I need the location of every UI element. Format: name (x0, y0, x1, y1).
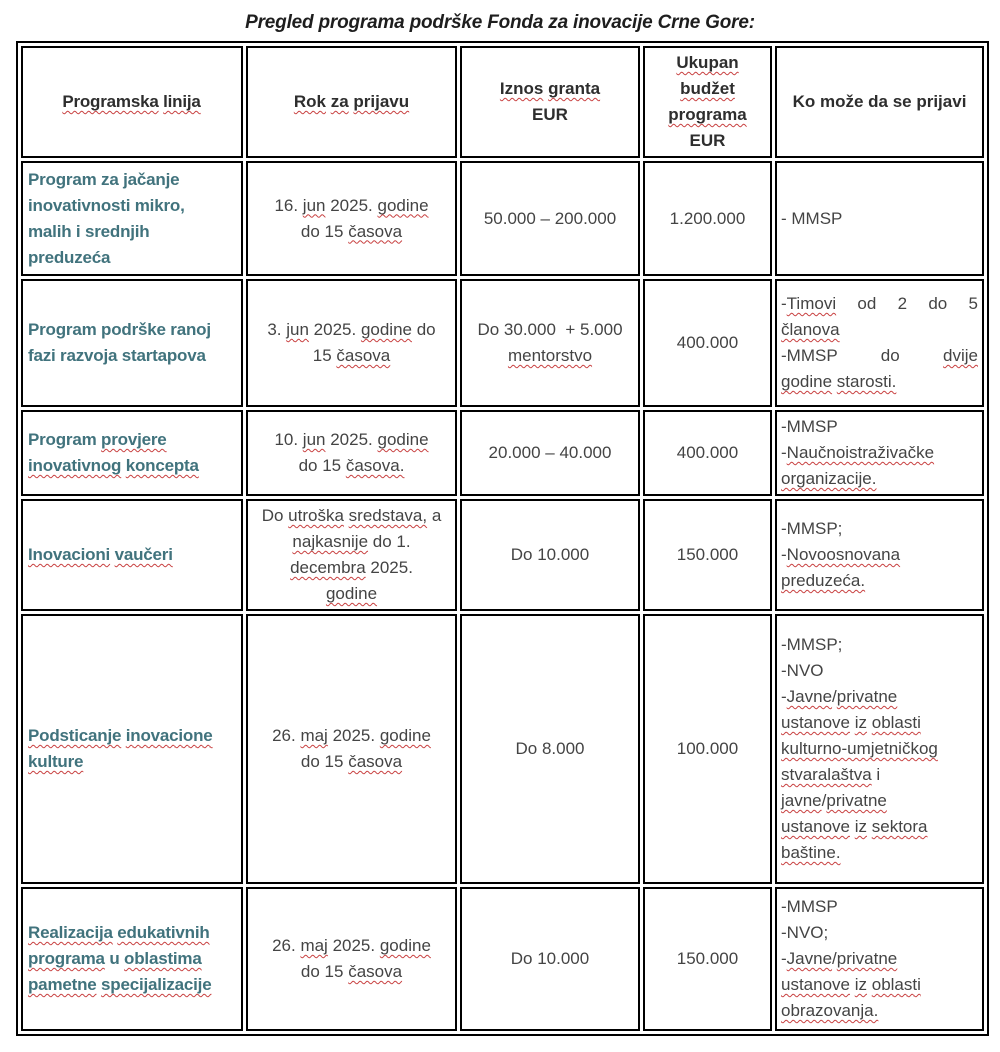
text-segment: Do 30.000 + 5.000 (477, 320, 623, 339)
misspelled-word: jun (302, 430, 326, 449)
cell-line (28, 193, 235, 219)
row-5-program-name (21, 614, 243, 884)
cell-line (781, 291, 978, 317)
cell-line (254, 427, 449, 453)
cell-line (254, 555, 449, 581)
cell-line (254, 343, 449, 369)
cell-line (781, 946, 978, 972)
row-2-deadline (246, 279, 457, 407)
row-3-program-name (21, 410, 243, 496)
cell-line (781, 206, 978, 232)
cell-line (28, 749, 235, 775)
cell-line (781, 568, 978, 594)
cell-line (254, 959, 449, 985)
misspelled-word: provjere (101, 430, 167, 449)
table-row (21, 161, 984, 276)
cell-line (781, 466, 978, 492)
misspelled-word: preduzeća. (781, 571, 866, 590)
misspelled-word: maj (300, 936, 328, 955)
cell-line (781, 440, 978, 466)
misspelled-word: kulture (28, 752, 84, 771)
text-segment: -MMSP (781, 417, 838, 436)
cell-line (651, 50, 764, 76)
cell-line (651, 128, 764, 154)
cell-line (254, 933, 449, 959)
misspelled-word: članova (781, 320, 840, 339)
text-segment: 2025. (327, 726, 380, 745)
row-6-eligibility (775, 887, 984, 1031)
row-5-total-budget (643, 614, 772, 884)
cell-line (781, 89, 978, 115)
cell-line (468, 76, 632, 102)
text-segment: 2025. (325, 195, 378, 215)
text-segment: do (412, 320, 436, 339)
text-segment: 150.000 (676, 545, 739, 564)
text-segment: -MMSP do (781, 346, 944, 365)
cell-line (254, 453, 449, 479)
misspelled-word: časova (348, 752, 403, 771)
text-segment: / (821, 791, 827, 810)
row-4-deadline (246, 499, 457, 611)
misspelled-word: Realizacija (28, 923, 113, 942)
cell-line (781, 736, 978, 762)
misspelled-word: Javne (786, 949, 833, 968)
row-4-program-name (21, 499, 243, 611)
header-row (21, 46, 984, 158)
text-segment: - (781, 949, 787, 968)
misspelled-word: linija (163, 92, 201, 111)
misspelled-word: decembra (290, 558, 366, 577)
cell-line (651, 102, 764, 128)
cell-line (781, 516, 978, 542)
misspelled-word: stvaralaštva (781, 765, 872, 784)
text-segment: -MMSP; (781, 519, 843, 538)
text-segment: 400.000 (676, 333, 739, 352)
cell-line (651, 440, 764, 466)
misspelled-word: Rok (293, 92, 326, 111)
misspelled-word: godine (379, 726, 431, 745)
misspelled-word: časova (348, 221, 403, 241)
misspelled-word: ustanove (781, 817, 850, 836)
misspelled-word: prijavu (353, 92, 410, 111)
misspelled-word: iz (854, 975, 868, 994)
cell-line (254, 193, 449, 219)
misspelled-word: iz (854, 817, 868, 836)
misspelled-word: budžet (680, 79, 735, 98)
cell-line (468, 736, 632, 762)
text-segment: 1.200.000 (669, 208, 746, 228)
cell-line (28, 245, 235, 271)
header-cell-programska-linija (21, 46, 243, 158)
row-4-eligibility (775, 499, 984, 611)
cell-line (781, 762, 978, 788)
cell-line (468, 206, 632, 232)
misspelled-word: organizacije. (781, 469, 877, 488)
text-segment: - MMSP (781, 208, 843, 228)
cell-line (28, 920, 235, 946)
text-segment: -NVO (781, 661, 824, 680)
row-2-total-budget (643, 279, 772, 407)
misspelled-word: za (330, 92, 349, 111)
text-segment: do 15 (298, 456, 346, 475)
text-segment: 2025. (327, 936, 380, 955)
table-row (21, 887, 984, 1031)
cell-line (781, 684, 978, 710)
text-segment: EUR (532, 105, 568, 124)
misspelled-word: najkasnije (292, 532, 369, 551)
misspelled-word: Novoosnovana (786, 545, 901, 564)
cell-line (781, 632, 978, 658)
text-segment: 400.000 (676, 443, 739, 462)
misspelled-word: godine (360, 320, 412, 339)
cell-line (28, 542, 235, 568)
misspelled-word: Inovacioni (28, 545, 111, 564)
text-segment: 15 (312, 346, 337, 365)
row-2-grant-amount (460, 279, 640, 407)
cell-line (28, 723, 235, 749)
misspelled-word: iz (854, 713, 868, 732)
misspelled-word: ustanove (781, 713, 850, 732)
cell-line (781, 710, 978, 736)
text-segment: do 15 (300, 221, 349, 241)
table-body (21, 46, 984, 1031)
misspelled-word: časova (336, 346, 391, 365)
text-segment: - (781, 687, 787, 706)
row-1-program-name (21, 161, 243, 276)
row-1-grant-amount (460, 161, 640, 276)
page-title: Pregled programa podrške Fonda za inovacije Crne Gore: (245, 12, 755, 33)
text-segment: u (104, 949, 125, 968)
misspelled-word: godine (379, 936, 431, 955)
misspelled-word: godine (377, 195, 429, 215)
cell-line (254, 219, 449, 245)
misspelled-word: Ukupan (676, 53, 739, 72)
cell-line (781, 317, 978, 343)
row-3-total-budget (643, 410, 772, 496)
text-segment: 16. (274, 195, 303, 215)
cell-line (28, 972, 235, 998)
misspelled-word: privatne (826, 791, 887, 810)
text-segment: - (781, 443, 787, 462)
cell-line (781, 788, 978, 814)
text-segment: 26. (272, 936, 301, 955)
table-row (21, 614, 984, 884)
text-segment: - (781, 294, 787, 313)
row-1-eligibility (775, 161, 984, 276)
header-cell-ukupan-budzet-programa-eur (643, 46, 772, 158)
text-segment: malih i srednjih (28, 221, 150, 241)
header-cell-iznos-granta-eur (460, 46, 640, 158)
row-1-deadline (246, 161, 457, 276)
cell-line (254, 529, 449, 555)
text-segment: do 1. (368, 532, 411, 551)
cell-line (28, 317, 235, 343)
misspelled-word: utroška (288, 506, 344, 525)
text-segment: do 15 (300, 752, 349, 771)
cell-line (651, 542, 764, 568)
cell-line (254, 317, 449, 343)
cell-line (651, 76, 764, 102)
cell-line (781, 972, 978, 998)
header-cell-rok-za-prijavu (246, 46, 457, 158)
text-segment: 100.000 (676, 739, 739, 758)
misspelled-word: programa (668, 105, 747, 124)
row-6-deadline (246, 887, 457, 1031)
text-segment: 2025. (325, 430, 378, 449)
cell-line (468, 102, 632, 128)
text-segment: EUR (689, 131, 726, 150)
cell-line (468, 946, 632, 972)
cell-line (254, 723, 449, 749)
row-3-grant-amount (460, 410, 640, 496)
misspelled-word: godine (781, 372, 833, 391)
text-segment: / (832, 687, 837, 706)
cell-line (28, 343, 235, 369)
cell-line (28, 946, 235, 972)
cell-line (468, 542, 632, 568)
text-segment: od 2 do 5 (836, 294, 978, 313)
text-segment: Do 10.000 (510, 545, 590, 564)
table-row (21, 279, 984, 407)
text-segment: preduzeća (28, 247, 111, 267)
misspelled-word: edukativnih (117, 923, 210, 942)
cell-line (254, 749, 449, 775)
table-row (21, 410, 984, 496)
cell-line (28, 453, 235, 479)
table-row (21, 499, 984, 611)
misspelled-word: granta (548, 79, 601, 98)
row-1-total-budget (643, 161, 772, 276)
cell-line (254, 581, 449, 607)
cell-line (781, 840, 978, 866)
cell-line (28, 167, 235, 193)
misspelled-word: maj (300, 726, 328, 745)
text-segment: Program podrške ranoj (28, 320, 211, 339)
misspelled-word: jun (286, 320, 309, 339)
misspelled-word: baštine. (781, 843, 841, 862)
misspelled-word: javne (781, 791, 822, 810)
cell-line (651, 330, 764, 356)
row-4-total-budget (643, 499, 772, 611)
misspelled-word: privatne (836, 949, 898, 968)
text-segment: 50.000 – 200.000 (483, 208, 617, 228)
text-segment: -MMSP; (781, 635, 843, 654)
cell-line (28, 89, 235, 115)
cell-line (254, 89, 449, 115)
misspelled-word: oblasti (871, 713, 921, 732)
misspelled-word: Timovi (786, 294, 837, 313)
cell-line (468, 440, 632, 466)
text-segment: do 15 (300, 962, 349, 981)
text-segment: 20.000 – 40.000 (488, 443, 612, 462)
misspelled-word: Javne (786, 687, 833, 706)
misspelled-word: Iznos (499, 79, 544, 98)
cell-line (781, 414, 978, 440)
row-3-deadline (246, 410, 457, 496)
text-segment: - (781, 545, 787, 564)
text-segment: a (427, 506, 442, 525)
cell-line (781, 369, 978, 395)
row-6-total-budget (643, 887, 772, 1031)
cell-line (781, 894, 978, 920)
misspelled-word: oblasti (871, 975, 921, 994)
text-segment: 2025. (308, 320, 361, 339)
text-segment: Program (28, 430, 102, 449)
text-segment: Do 8.000 (515, 739, 585, 758)
misspelled-word: kulturno-umjetničkog (781, 739, 938, 758)
misspelled-word: privatne (836, 687, 898, 706)
misspelled-word: obrazovanja. (781, 1001, 879, 1020)
misspelled-word: godine (325, 584, 378, 603)
text-segment: 2025. (365, 558, 413, 577)
misspelled-word: programa (28, 949, 105, 968)
misspelled-word: vaučeri (114, 545, 173, 564)
misspelled-word: inovacione (125, 726, 213, 745)
misspelled-word: časova. (345, 456, 405, 475)
row-4-grant-amount (460, 499, 640, 611)
text-segment: fazi razvoja startapova (28, 346, 206, 365)
cell-line (468, 343, 632, 369)
text-segment: 10. (274, 430, 303, 449)
misspelled-word: Programska (62, 92, 159, 111)
cell-line (781, 920, 978, 946)
cell-line (28, 427, 235, 453)
cell-line (254, 503, 449, 529)
misspelled-word: ustanove (781, 975, 850, 994)
misspelled-word: dvije (943, 346, 978, 365)
misspelled-word: Podsticanje (28, 726, 122, 745)
misspelled-word: godine (377, 430, 429, 449)
row-6-grant-amount (460, 887, 640, 1031)
text-segment: 26. (272, 726, 301, 745)
row-5-eligibility (775, 614, 984, 884)
text-segment: Ko može da se prijavi (792, 92, 967, 111)
cell-line (781, 814, 978, 840)
misspelled-word: starosti. (836, 372, 897, 391)
cell-line (28, 219, 235, 245)
text-segment: 150.000 (676, 949, 739, 968)
text-segment: i (871, 765, 881, 784)
cell-line (651, 736, 764, 762)
misspelled-word: sredstava, (348, 506, 428, 525)
misspelled-word: časova (348, 962, 403, 981)
row-5-grant-amount (460, 614, 640, 884)
text-segment: -NVO; (781, 923, 829, 942)
misspelled-word: specijalizacije (101, 975, 212, 994)
header-cell-ko-moze-da-se-prijavi (775, 46, 984, 158)
text-segment: inovativnosti mikro, (28, 195, 185, 215)
text-segment: / (832, 949, 837, 968)
row-5-deadline (246, 614, 457, 884)
row-6-program-name (21, 887, 243, 1031)
row-3-eligibility (775, 410, 984, 496)
cell-line (651, 946, 764, 972)
cell-line (468, 317, 632, 343)
text-segment: Do 10.000 (510, 949, 590, 968)
cell-line (781, 998, 978, 1024)
cell-line (781, 343, 978, 369)
text-segment: Do (261, 506, 289, 525)
misspelled-word: koncepta (125, 456, 199, 475)
cell-line (651, 206, 764, 232)
misspelled-word: inovativnog (28, 456, 122, 475)
text-segment: 3. (267, 320, 287, 339)
misspelled-word: pametne (28, 975, 97, 994)
misspelled-word: mentorstvo (507, 346, 593, 365)
misspelled-word: jun (302, 195, 326, 215)
cell-line (781, 658, 978, 684)
misspelled-word: sektora (871, 817, 928, 836)
misspelled-word: Naučnoistraživačke (786, 443, 935, 462)
text-segment: Program za jačanje (28, 169, 180, 189)
row-2-eligibility (775, 279, 984, 407)
text-segment: -MMSP (781, 897, 838, 916)
row-2-program-name (21, 279, 243, 407)
misspelled-word: oblastima (124, 949, 202, 968)
cell-line (781, 542, 978, 568)
programs-table (16, 41, 989, 1036)
